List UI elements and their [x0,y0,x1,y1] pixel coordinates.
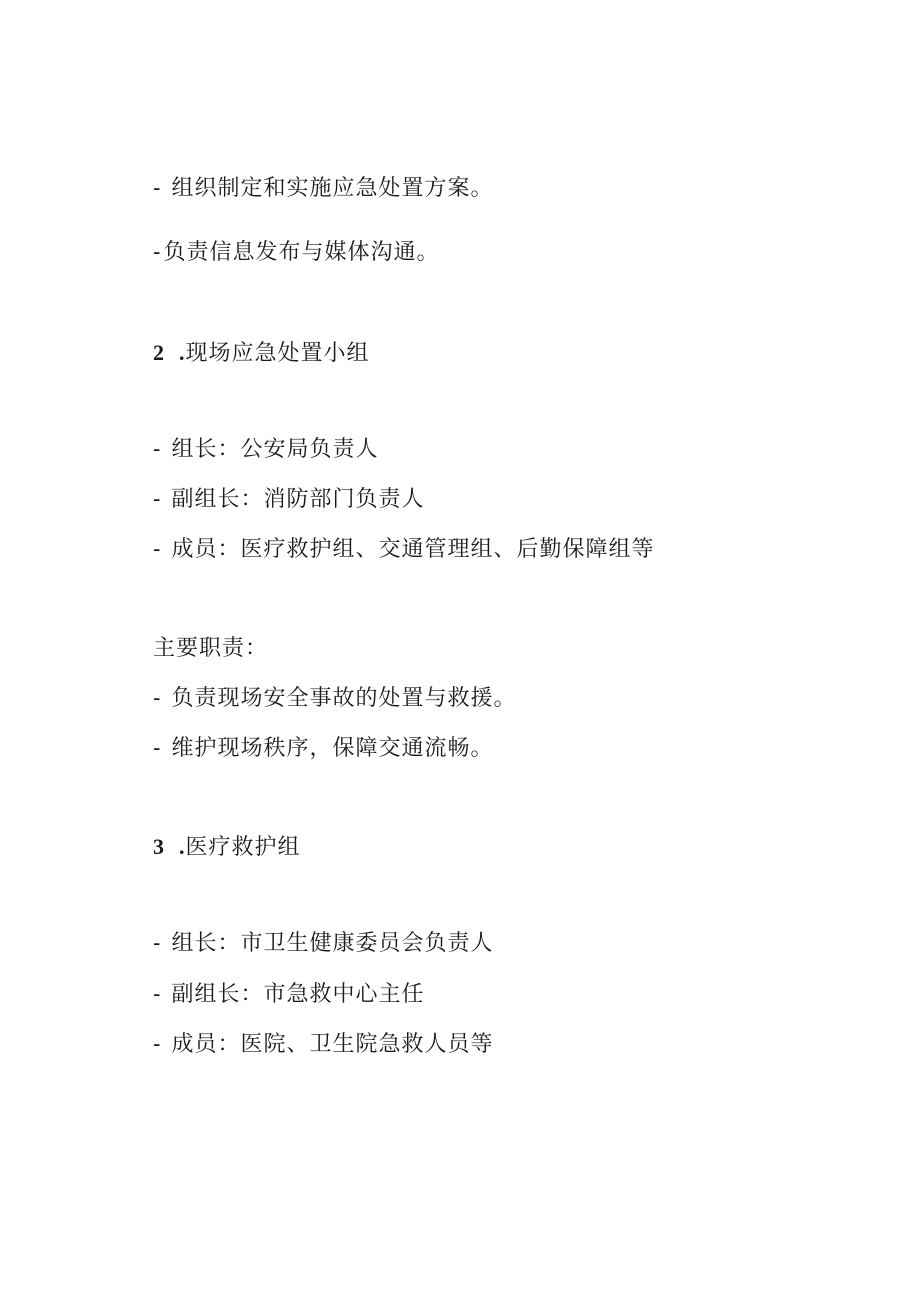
list-item-text: 副组长：消防部门负责人 [171,487,425,512]
section-title: 现场应急处置小组 [185,341,370,366]
list-item-text: 维护现场秩序，保障交通流畅。 [171,736,494,761]
section-dot: . [179,834,186,859]
bullet-dash: - [153,176,162,201]
list-item [153,485,424,515]
section-title: 医疗救护组 [185,835,301,860]
list-item [153,238,439,268]
list-item [153,684,516,714]
list-item-text: 成员：医院、卫生院急救人员等 [171,1032,494,1057]
section-number: 3 [153,834,165,859]
list-item-text: 副组长：市急救中心主任 [171,982,425,1007]
list-item [153,980,424,1010]
duties-label: 主要职责： [153,636,269,661]
list-item-text: 负责现场安全事故的处置与救援。 [171,686,517,711]
list-item-text: 负责信息发布与媒体沟通。 [163,240,440,265]
section-number: 2 [153,340,165,365]
bullet-dash: - [153,931,162,956]
section-heading [153,338,370,369]
list-item [153,174,493,204]
list-item [153,435,378,465]
list-item-text: 组长：公安局负责人 [171,437,379,462]
bullet-dash: - [153,686,162,711]
list-item-text: 组长：市卫生健康委员会负责人 [171,931,494,956]
bullet-dash: - [153,1032,162,1057]
bullet-dash: - [153,537,162,562]
bullet-dash: - [153,240,162,265]
list-item [153,535,654,565]
bullet-dash: - [153,736,162,761]
bullet-dash: - [153,487,162,512]
bullet-dash: - [153,437,162,462]
list-item-text: 成员：医疗救护组、交通管理组、后勤保障组等 [171,537,655,562]
list-item [153,1030,493,1060]
bullet-dash: - [153,982,162,1007]
list-item-text: 组织制定和实施应急处置方案。 [171,176,494,201]
list-item [153,929,493,959]
section-dot: . [179,340,186,365]
list-item [153,734,493,764]
section-heading [153,832,301,863]
